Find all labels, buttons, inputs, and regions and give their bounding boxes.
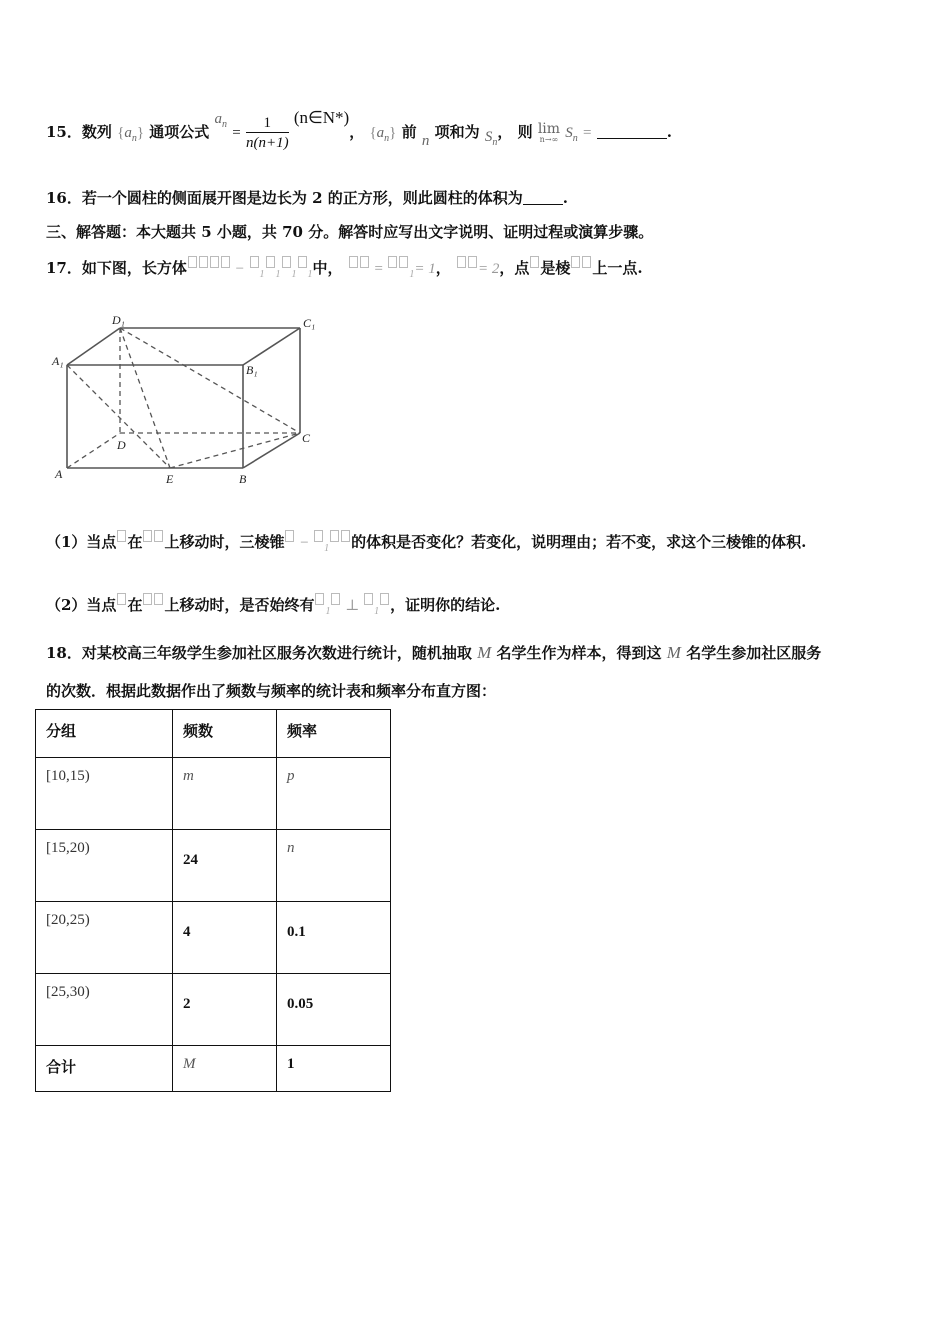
total-count: M <box>173 1046 277 1092</box>
fraction: $\frac{1}{n(n+1)}$ <box>245 114 289 151</box>
question-15: 15．数列 $\{a_n\}$ 通项公式 $a_n$ = $\frac{1}{n(n+1)}$ (n∈N*)， $\{a_n\}$ 前 n 项和为 $S_n$， 则 lim n→∞ $S_n$ = . <box>46 108 672 151</box>
header-group: 分组 <box>36 710 173 758</box>
freq-cell: 0.05 <box>277 974 391 1046</box>
label-C1: C₁ <box>303 316 316 330</box>
interval-cell: [25,30) <box>36 974 173 1046</box>
question-18: 18．对某校高三年级学生参加社区服务次数进行统计，随机抽取 M 名学生作为样本，得到这 M 名学生参加社区服务 <box>46 643 822 662</box>
interval-cell: [15,20) <box>36 830 173 902</box>
count-cell: 4 <box>173 902 277 974</box>
frequency-table <box>35 709 391 1092</box>
question-17-part-2: （2）当点 在 上移动时，是否始终有 $_1$ ⊥ $_1$ ，证明你的结论. <box>46 593 500 617</box>
label-A: A <box>55 467 63 481</box>
table-row <box>36 830 391 902</box>
label-D: D <box>117 438 126 452</box>
answer-blank[interactable] <box>597 138 667 139</box>
freq-cell: n <box>277 830 391 902</box>
label-B1: B₁ <box>246 363 258 377</box>
freq-cell: 0.1 <box>277 902 391 974</box>
label-A1: A₁ <box>52 354 64 368</box>
interval-cell: [20,25) <box>36 902 173 974</box>
cuboid-figure <box>40 305 340 495</box>
section-heading: 三、解答题：本大题共 5 小题，共 70 分。解答时应写出文字说明、证明过程或演算步骤。 <box>46 223 654 241</box>
count-cell: m <box>173 758 277 830</box>
total-label: 合计 <box>36 1046 173 1092</box>
label-E: E <box>166 472 174 486</box>
answer-blank[interactable] <box>523 204 563 205</box>
table-row <box>36 974 391 1046</box>
question-17-part-1: （1）当点 在 上移动时，三棱锥 − $_1$ 的体积是否变化？若变化，说明理由；若不变，求这个三棱锥的体积. <box>46 530 806 554</box>
count-cell: 2 <box>173 974 277 1046</box>
question-18-line-2: 的次数．根据此数据作出了频数与频率的统计表和频率分布直方图： <box>46 682 497 700</box>
label-B: B <box>239 472 247 486</box>
table-total-row <box>36 1046 391 1092</box>
question-17: 17．如下图，长方体 − $_1$ $_1$ $_1$ $_1$中， = $_1$= 1， = 2，点 是棱 上一点. <box>46 256 643 280</box>
label-C: C <box>302 431 311 445</box>
count-cell: 24 <box>173 830 277 902</box>
freq-cell: p <box>277 758 391 830</box>
header-frequency: 频率 <box>277 710 391 758</box>
header-count: 频数 <box>173 710 277 758</box>
interval-cell: [10,15) <box>36 758 173 830</box>
table-header-row <box>36 710 391 758</box>
total-freq: 1 <box>277 1046 391 1092</box>
question-16: 16．若一个圆柱的侧面展开图是边长为 2 的正方形，则此圆柱的体积为 . <box>46 189 568 207</box>
label-D1: D₁ <box>112 313 125 327</box>
table-row <box>36 758 391 830</box>
table-row <box>36 902 391 974</box>
